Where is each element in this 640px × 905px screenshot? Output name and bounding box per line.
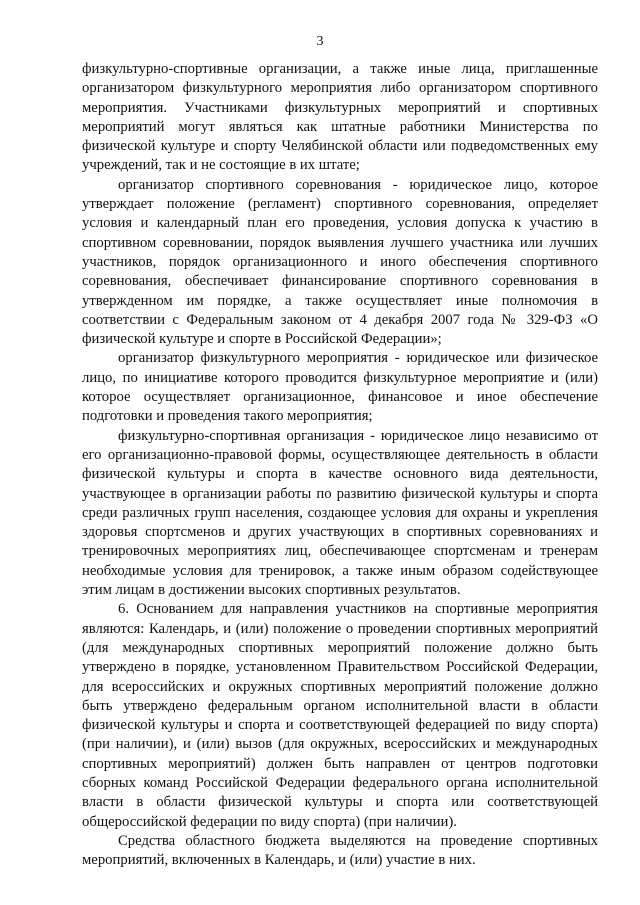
paragraph-event-organizer: организатор физкультурного мероприятия - юридическое или физическое лицо, по инициативе которого проводится физкультурное мероприятие и (или) которое осуществляет организационное, финансовое и иное обеспечение подготовки и проведения такого мероприятия; — [82, 350, 598, 425]
paragraph-participants-continuation: физкультурно-спортивные организации, а также иные лица, приглашенные организатором физкультурного мероприятия либо организатором спортивного мероприятия. Участниками физкультурных мероприятий и спортивных мероприятий могут являться как штатные работники Министерства по физической культуре и спорту Челябинской области или подведомственных ему учреждений, так и не состоящие в их штате; — [82, 61, 598, 174]
paragraph-sports-organization: физкультурно-спортивная организация - юридическое лицо независимо от его организационно-правовой формы, осуществляющее деятельность в области физической культуры и спорта в качестве основного вида деятельности, участвующее в организации работы по развитию физической культуры и спорта среди различных групп населения, создающее условия для охраны и укрепления здоровья спортсменов и других участвующих в спортивных соревнованиях и тренировочных мероприятиях лиц, обеспечивающее спортсменам и тренерам необходимые условия для тренировок, а также иным образом содействующее этим лицам в достижении высоких спортивных результатов. — [82, 427, 598, 599]
paragraph-competition-organizer: организатор спортивного соревнования - юридическое лицо, которое утверждает положение (регламент) спортивного соревнования, определяет условия и календарный план его проведения, условия допуска к участию в спортивном соревновании, порядок выявления лучшего участника или лучших участников, порядок организационного и иного обеспечения спортивного соревнования, обеспечивает финансирование спортивного соревнования в утвержденном им порядке, а также осуществляет иные полномочия в соответствии с Федеральным законом от 4 декабря 2007 года № 329-ФЗ «О физической культуре и спорте в Российской Федерации»; — [82, 176, 598, 348]
paragraph-item-6: 6. Основанием для направления участников на спортивные мероприятия являются: Календарь, и (или) положение о проведении спортивных мероприятий (для международных спортивных мероприятий положение должно быть утверждено в порядке, установленном Правительством Российской Федерации, для всероссийских и окружных спортивных мероприятий положение должно быть утверждено федеральным органом исполнительной власти в области физической культуры и спорта и соответствующей федерацией по виду спорта) (при наличии), и (или) вызов (для окружных, всероссийских и международных спортивных мероприятий) должен быть направлен от центров подготовки сборных команд Российской Федерации федерального органа исполнительной власти в области физической культуры и спорта или соответствующей общероссийской федерации по виду спорта) (при наличии). — [82, 601, 598, 830]
page-number: 3 — [316, 34, 324, 49]
document-body — [82, 60, 598, 870]
paragraph-budget-funds: Средства областного бюджета выделяются на проведение спортивных мероприятий, включенных в Календарь, и (или) участие в них. — [82, 832, 598, 869]
